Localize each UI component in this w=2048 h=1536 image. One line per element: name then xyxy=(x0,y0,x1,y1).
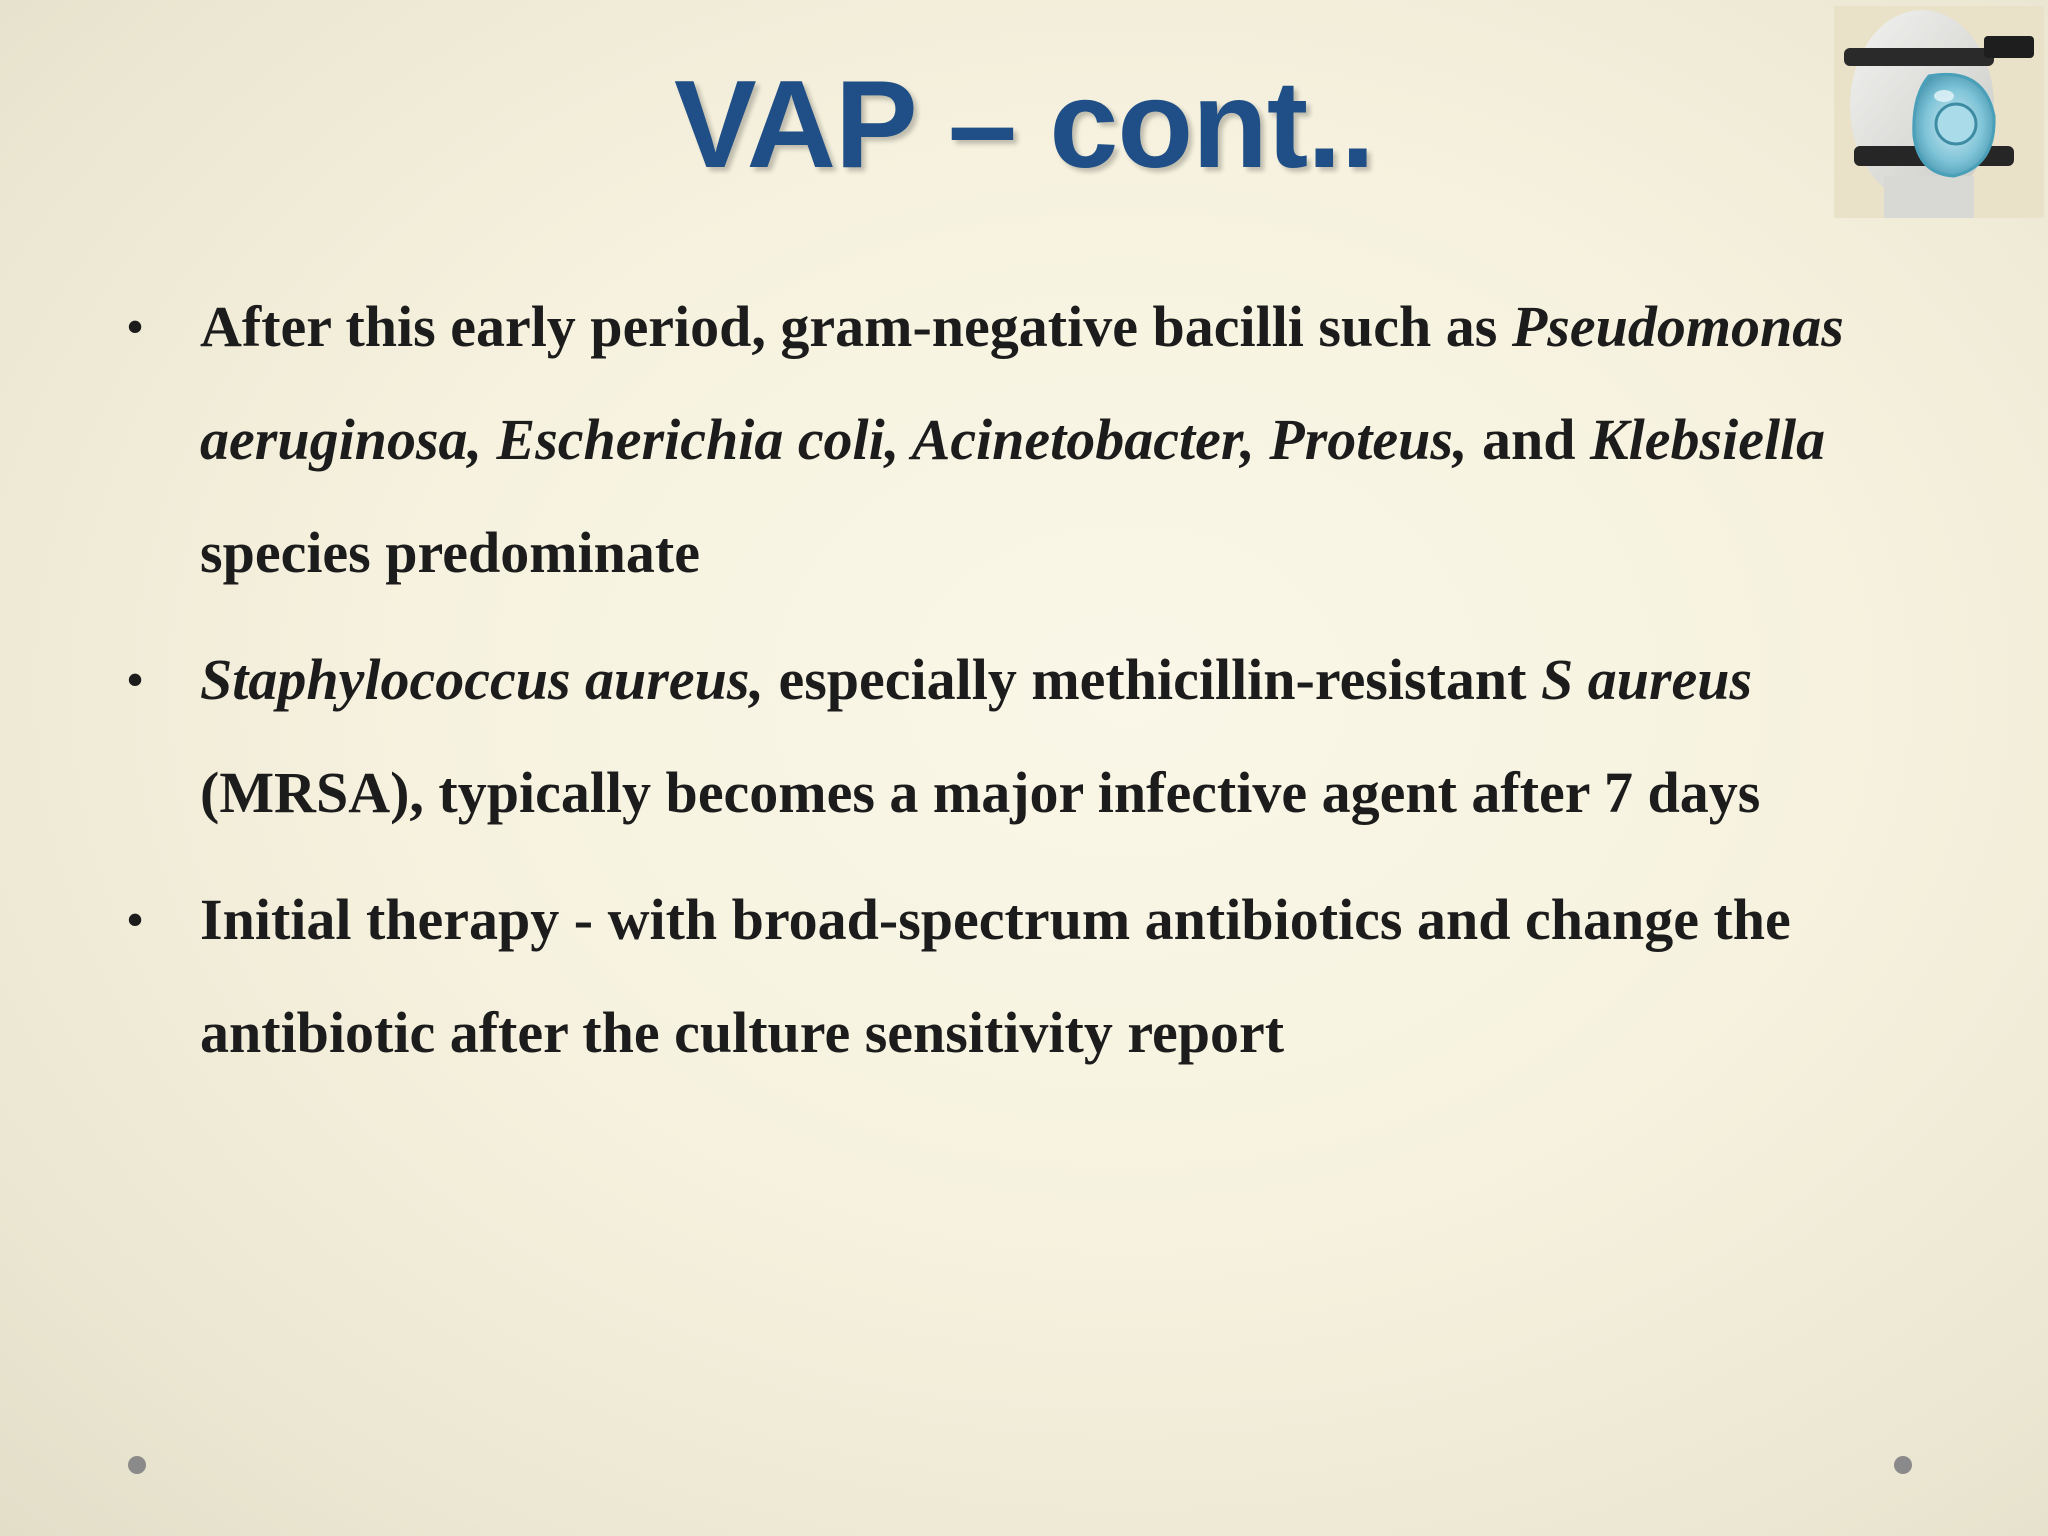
bullet-text-segment: especially methicillin-resistant xyxy=(763,647,1541,712)
bullet-text-segment: Initial therapy - with broad-spectrum antibiotics and change the antibiotic after the culture sensitivity report xyxy=(200,887,1791,1065)
bullet-text-segment: and xyxy=(1467,407,1590,472)
bullet-text-segment: Klebsiella xyxy=(1589,407,1826,472)
bullet-text-segment: Pseudomonas aeruginosa, Escherichia coli, Acinetobacter, Proteus, xyxy=(200,294,1844,472)
bullet-text-segment: Staphylococcus aureus, xyxy=(200,647,764,712)
bullet-text-segment: species predominate xyxy=(200,520,700,585)
slide-nav-dot-left xyxy=(128,1456,146,1474)
bullet-symbol: • xyxy=(126,894,144,945)
bullet-symbol: • xyxy=(126,654,144,705)
bullet-item-initial-therapy xyxy=(120,863,1940,1089)
bullet-text-segment: S aureus xyxy=(1540,647,1753,712)
bullet-text-segment: After this early period, gram-negative bacilli such as xyxy=(200,294,1512,359)
slide-title: VAP – cont.. xyxy=(673,56,1375,194)
bullet-symbol: • xyxy=(126,301,144,352)
bullet-item-staphylococcus xyxy=(120,623,1940,849)
mask-photo-icon xyxy=(1834,6,2044,218)
bullet-list xyxy=(120,270,1940,1103)
slide-nav-dot-right xyxy=(1894,1456,1912,1474)
bullet-text-segment: (MRSA), typically becomes a major infective agent after 7 days xyxy=(200,760,1761,825)
bullet-item-gram-negative xyxy=(120,270,1940,609)
